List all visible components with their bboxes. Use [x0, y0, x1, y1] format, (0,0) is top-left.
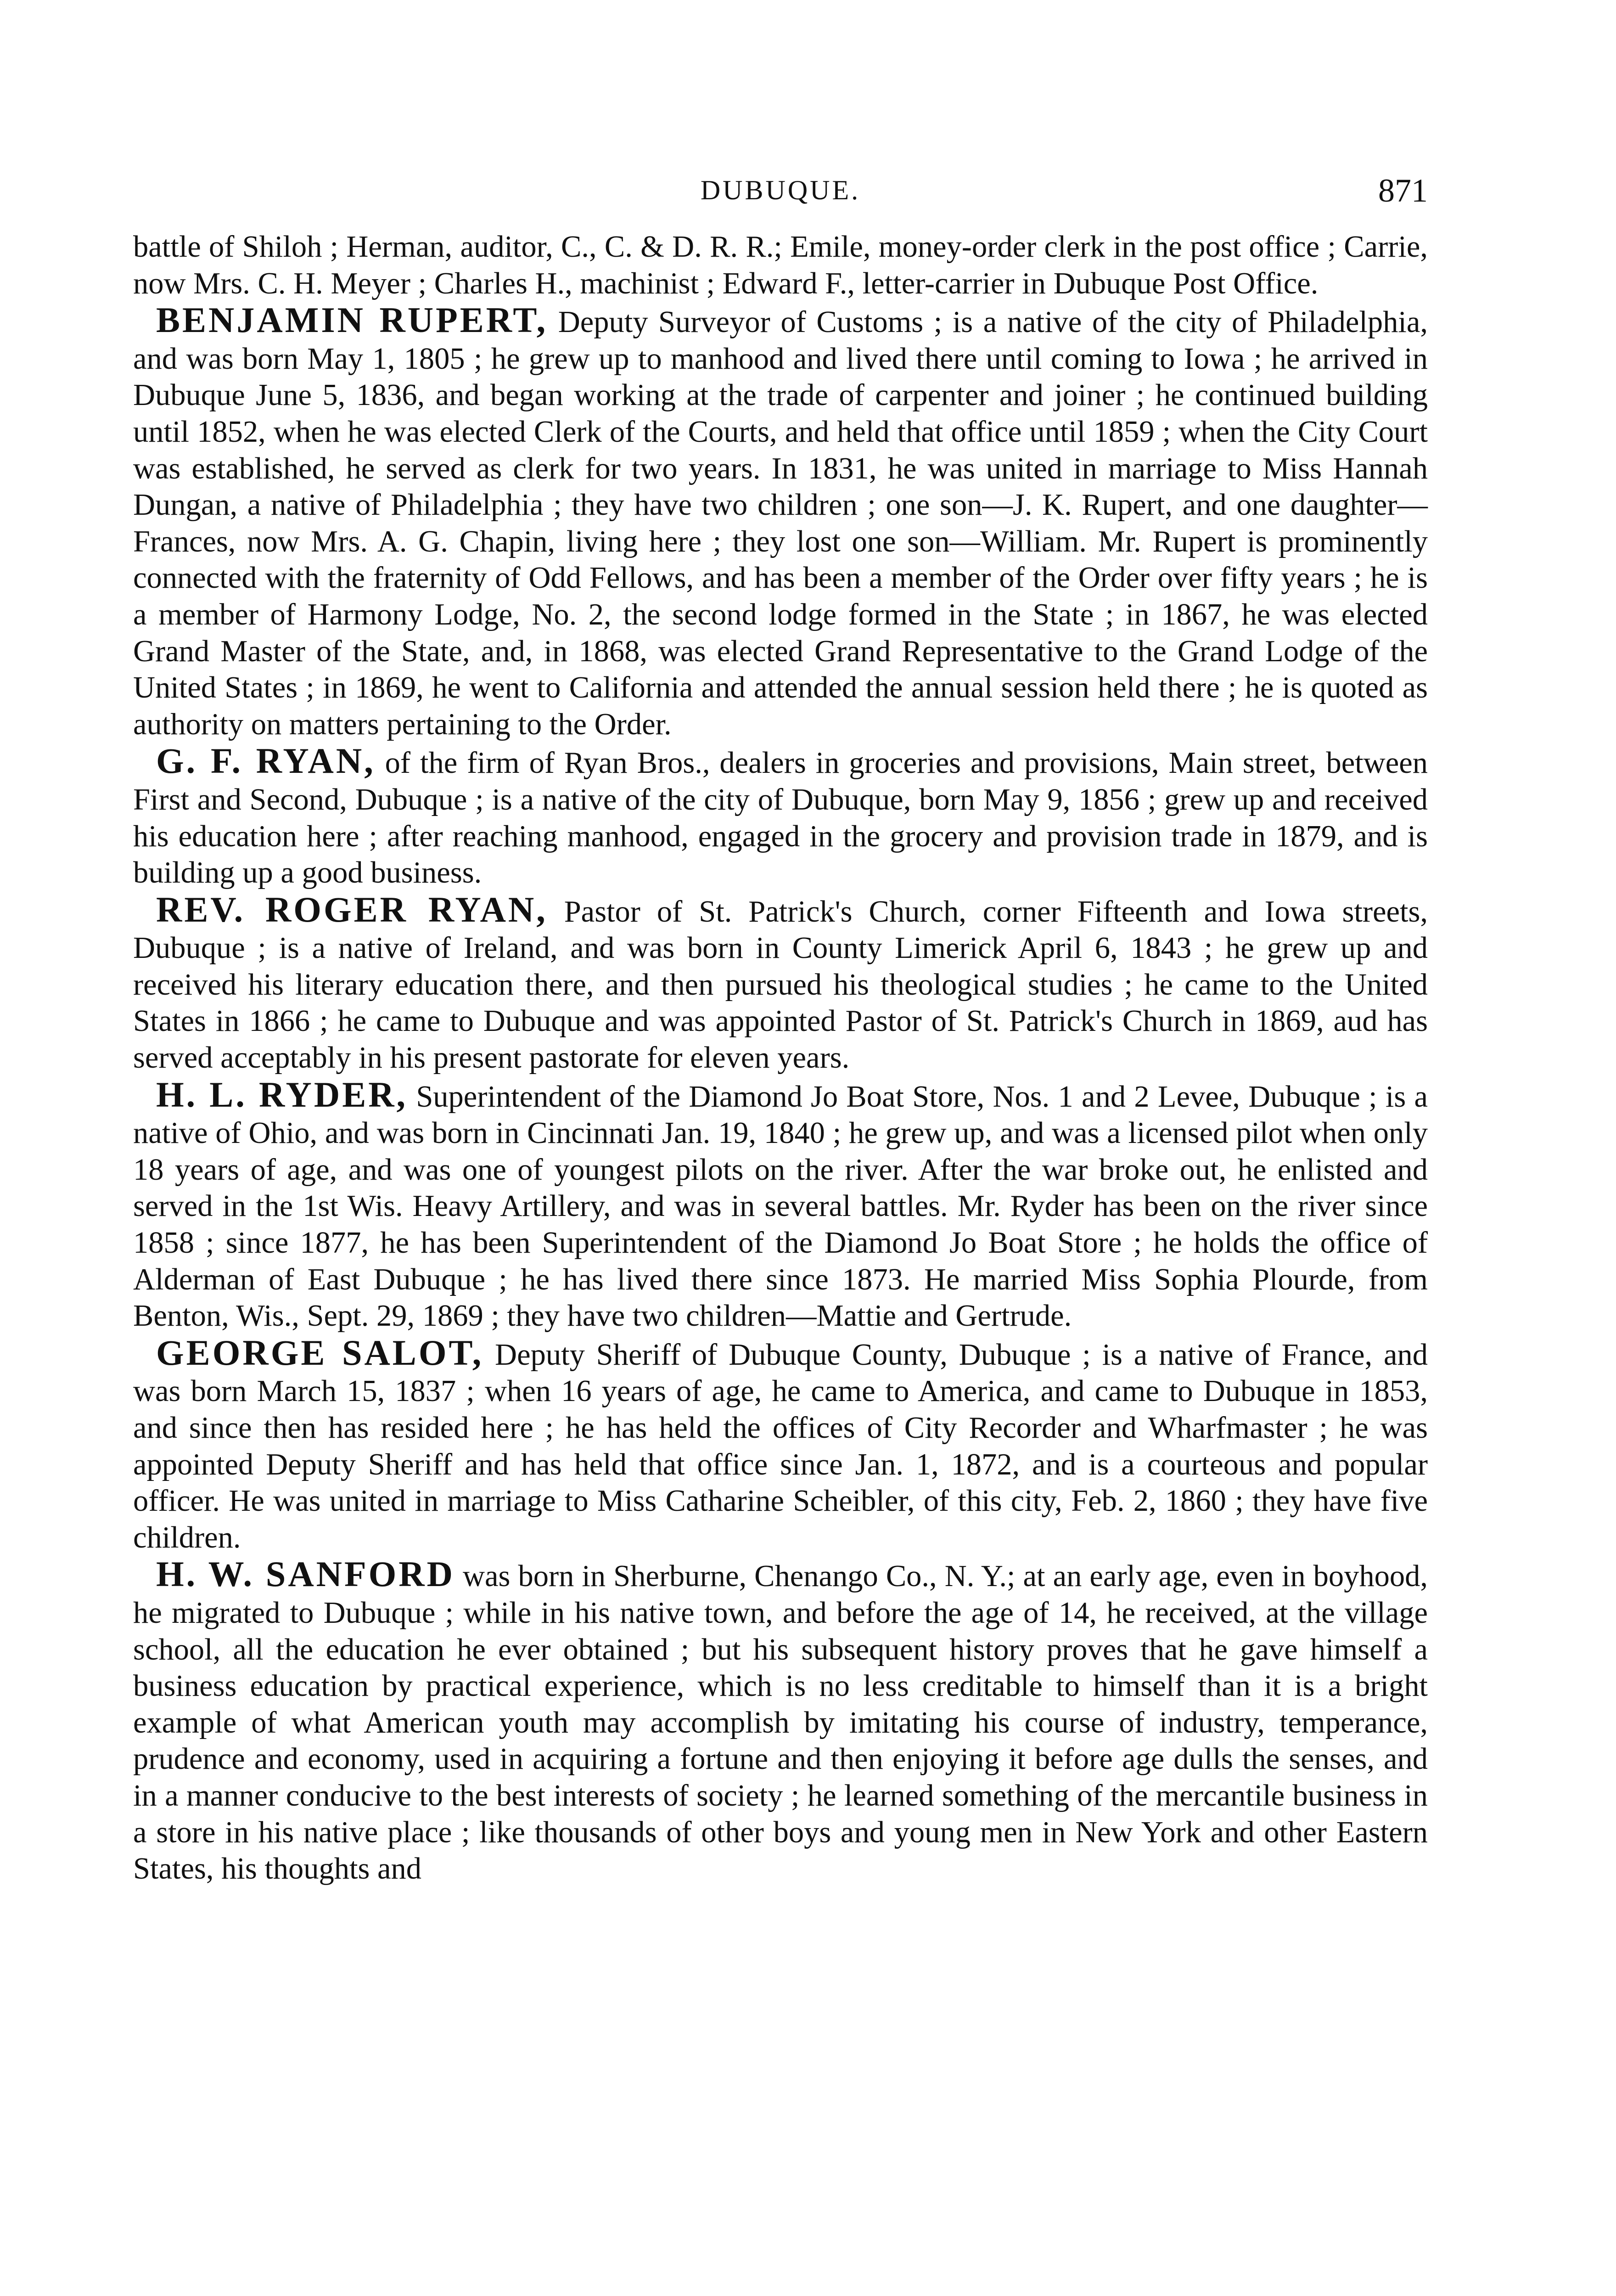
running-header — [133, 174, 1428, 220]
paragraph-text: battle of Shiloh ; Herman, auditor, C., C. & D. R. R.; Emile, money-order clerk in the post office ; Carrie, now Mrs. C. H. Meyer ; Charles H., machinist ; Edward F., letter-carrier in Dubuque Post Office. — [133, 230, 1428, 300]
entry-g-f-ryan — [133, 743, 1428, 891]
entry-name: H. W. SANFORD — [156, 1554, 455, 1594]
entry-text: was born in Sherburne, Chenango Co., N. Y.; at an early age, even in boyhood, he migrated to Dubuque ; while in his native town, and before the age of 14, he received, at the village school, all the education he ever obtained ; but his subsequent history proves that he gave himself a business education by practical experience, which is no less creditable to himself than it is a bright example of what American youth may accomplish by imitating his course of industry, temperance, prudence and economy, used in acquiring a fortune and then enjoying it before age dulls the senses, and in a manner conducive to the best interests of society ; he learned something of the mercantile business in a store in his native place ; like thousands of other boys and young men in New York and other Eastern States, his thoughts and — [133, 1559, 1428, 1886]
entry-text: Pastor of St. Patrick's Church, corner Fifteenth and Iowa streets, Dubuque ; is a native of Ireland, and was born in County Limerick April 6, 1843 ; he grew up and received his literary education there, and then pursued his theological studies ; he came to the United States in 1866 ; he came to Dubuque and was appointed Pastor of St. Patrick's Church in 1869, aud has served acceptably in his present pastorate for eleven years. — [133, 895, 1428, 1075]
page-number: 871 — [1378, 172, 1428, 209]
entry-name: G. F. RYAN, — [156, 741, 376, 781]
running-title: DUBUQUE. — [700, 175, 861, 205]
entry-benjamin-rupert — [133, 302, 1428, 743]
entry-h-w-sanford — [133, 1556, 1428, 1887]
entry-name: BENJAMIN RUPERT, — [156, 300, 548, 340]
entry-text: of the firm of Ryan Bros., dealers in groceries and provisions, Main street, between First and Second, Dubuque ; is a native of the city of Dubuque, born May 9, 1856 ; grew up and received his education here ; after reaching manhood, engaged in the grocery and provision trade in 1879, and is building up a good business. — [133, 746, 1428, 890]
paragraph-continuation — [133, 229, 1428, 302]
entry-text: Deputy Surveyor of Customs ; is a native of the city of Philadelphia, and was born May 1, 1805 ; he grew up to manhood and lived there until coming to Iowa ; he arrived in Dubuque June 5, 1836, and began working at the trade of carpenter and joiner ; he continued building until 1852, when he was elected Clerk of the Courts, and held that office until 1859 ; when the City Court was established, he served as clerk for two years. In 1831, he was united in marriage to Miss Hannah Dungan, a native of Philadelphia ; they have two children ; one son—J. K. Rupert, and one daughter—Frances, now Mrs. A. G. Chapin, living here ; they lost one son—William. Mr. Rupert is prominently connected with the fraternity of Odd Fellows, and has been a member of the Order over fifty years ; he is a member of Harmony Lodge, No. 2, the second lodge formed in the State ; in 1867, he was elected Grand Master of the State, and, in 1868, was elected Grand Representative to the Grand Lodge of the United States ; in 1869, he went to California and attended the annual session held there ; he is quoted as authority on matters pertaining to the Order. — [133, 305, 1428, 741]
entry-name: GEORGE SALOT, — [156, 1332, 484, 1373]
entry-roger-ryan — [133, 891, 1428, 1076]
entry-text: Superintendent of the Diamond Jo Boat Store, Nos. 1 and 2 Levee, Dubuque ; is a native of Ohio, and was born in Cincinnati Jan. 19, 1840 ; he grew up, and was a licensed pilot when only 18 years of age, and was one of youngest pilots on the river. After the war broke out, he enlisted and served in the 1st Wis. Heavy Artillery, and was in several battles. Mr. Ryder has been on the river since 1858 ; since 1877, he has been Superintendent of the Diamond Jo Boat Store ; he holds the office of Alderman of East Dubuque ; he has lived there since 1873. He married Miss Sophia Plourde, from Benton, Wis., Sept. 29, 1869 ; they have two children—Mattie and Gertrude. — [133, 1080, 1428, 1333]
page-body — [133, 229, 1428, 1887]
entry-name: REV. ROGER RYAN, — [156, 889, 548, 929]
entry-name: H. L. RYDER, — [156, 1074, 408, 1114]
entry-h-l-ryder — [133, 1076, 1428, 1334]
entry-george-salot — [133, 1334, 1428, 1556]
book-page — [133, 174, 1428, 2296]
entry-text: Deputy Sheriff of Dubuque County, Dubuque ; is a native of France, and was born March 15, 1837 ; when 16 years of age, he came to America, and came to Dubuque in 1853, and since then has resided here ; he has held the offices of City Recorder and Wharfmaster ; he was appointed Deputy Sheriff and has held that office since Jan. 1, 1872, and is a courteous and popular officer. He was united in marriage to Miss Catharine Scheibler, of this city, Feb. 2, 1860 ; they have five children. — [133, 1338, 1428, 1554]
